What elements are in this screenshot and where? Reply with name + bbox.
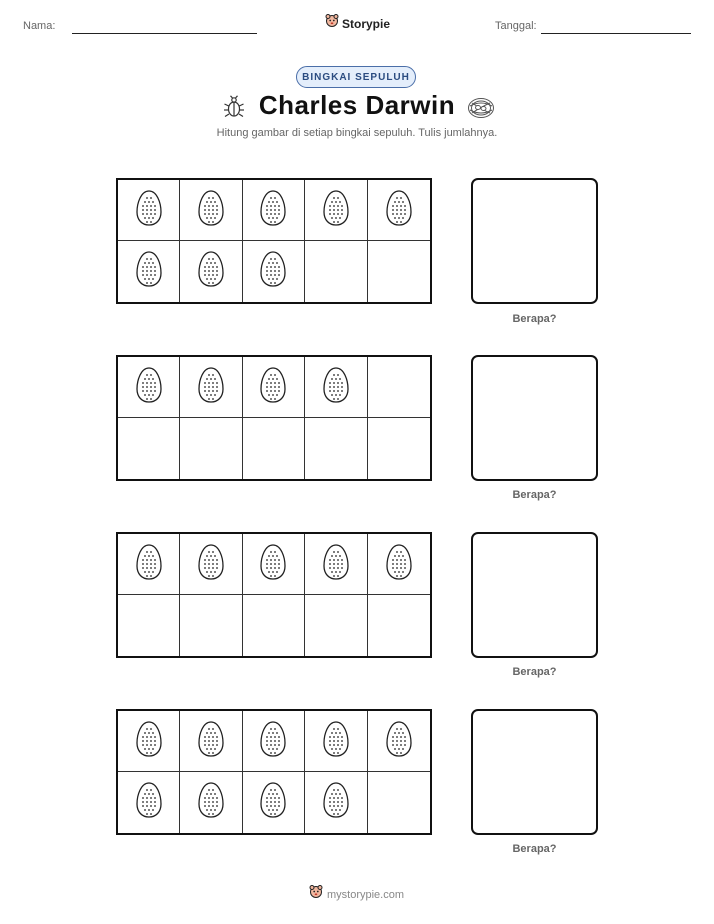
frame-cell xyxy=(243,418,305,479)
frame-cell xyxy=(368,534,430,595)
storypie-logo-icon xyxy=(325,13,339,34)
egg-icon xyxy=(197,366,225,409)
egg-icon xyxy=(135,250,163,293)
frame-cell xyxy=(118,357,180,418)
ten-frame xyxy=(116,532,432,658)
egg-icon xyxy=(197,250,225,293)
egg-icon xyxy=(135,543,163,586)
frame-cell xyxy=(118,711,180,772)
frame-cell xyxy=(243,711,305,772)
answer-box[interactable] xyxy=(471,709,598,835)
egg-icon xyxy=(135,720,163,763)
egg-icon xyxy=(322,189,350,232)
frame-cell xyxy=(180,241,242,302)
egg-icon xyxy=(259,250,287,293)
frame-cell xyxy=(368,180,430,241)
frame-cell xyxy=(180,534,242,595)
frame-cell xyxy=(243,534,305,595)
instructions: Hitung gambar di setiap bingkai sepuluh. Tulis jumlahnya. xyxy=(216,127,498,139)
egg-icon xyxy=(385,543,413,586)
egg-icon xyxy=(259,781,287,824)
frame-cell xyxy=(305,772,367,833)
egg-icon xyxy=(135,781,163,824)
storypie-logo-icon xyxy=(309,884,323,905)
date-line[interactable] xyxy=(541,33,691,34)
frame-cell xyxy=(243,180,305,241)
brand-name: Storypie xyxy=(342,16,391,31)
egg-icon xyxy=(385,720,413,763)
frame-cell xyxy=(368,241,430,302)
frame-cell xyxy=(305,357,367,418)
answer-prompt: Berapa? xyxy=(512,489,557,501)
egg-icon xyxy=(259,720,287,763)
frame-cell xyxy=(368,418,430,479)
egg-icon xyxy=(197,720,225,763)
frame-cell xyxy=(305,180,367,241)
answer-prompt: Berapa? xyxy=(512,843,557,855)
frame-cell xyxy=(180,772,242,833)
frame-cell xyxy=(118,241,180,302)
egg-icon xyxy=(322,366,350,409)
frame-cell xyxy=(118,180,180,241)
frame-cell xyxy=(243,772,305,833)
answer-box[interactable] xyxy=(471,178,598,304)
egg-icon xyxy=(197,189,225,232)
frame-cell xyxy=(118,772,180,833)
frame-cell xyxy=(243,595,305,656)
frame-cell xyxy=(118,418,180,479)
ten-frame xyxy=(116,178,432,304)
frame-cell xyxy=(305,534,367,595)
frame-cell xyxy=(368,711,430,772)
frame-cell xyxy=(180,357,242,418)
egg-icon xyxy=(197,781,225,824)
worksheet-type-badge: BINGKAI SEPULUH xyxy=(296,66,416,88)
ten-frame xyxy=(116,355,432,481)
answer-prompt: Berapa? xyxy=(512,666,557,678)
egg-icon xyxy=(197,543,225,586)
date-label: Tanggal: xyxy=(495,20,537,32)
frame-cell xyxy=(305,241,367,302)
frame-cell xyxy=(180,711,242,772)
frame-cell xyxy=(305,595,367,656)
frame-cell xyxy=(368,595,430,656)
frame-cell xyxy=(180,595,242,656)
egg-icon xyxy=(385,189,413,232)
brand xyxy=(325,13,390,34)
page-title: Charles Darwin xyxy=(258,90,456,120)
egg-icon xyxy=(259,189,287,232)
frame-cell xyxy=(118,534,180,595)
frame-cell xyxy=(305,418,367,479)
egg-icon xyxy=(322,781,350,824)
frame-cell xyxy=(243,357,305,418)
frame-cell xyxy=(180,180,242,241)
name-line[interactable] xyxy=(72,33,257,34)
egg-icon xyxy=(259,366,287,409)
answer-box[interactable] xyxy=(471,532,598,658)
answer-box[interactable] xyxy=(471,355,598,481)
answer-prompt: Berapa? xyxy=(512,313,557,325)
frame-cell xyxy=(305,711,367,772)
frame-cell xyxy=(368,772,430,833)
footer-url: mystorypie.com xyxy=(327,888,405,901)
egg-icon xyxy=(259,543,287,586)
footer xyxy=(309,884,404,905)
name-label: Nama: xyxy=(23,20,56,32)
frame-cell xyxy=(368,357,430,418)
egg-icon xyxy=(135,189,163,232)
frame-cell xyxy=(118,595,180,656)
bird-nest-icon xyxy=(467,95,495,124)
frame-cell xyxy=(180,418,242,479)
egg-icon xyxy=(135,366,163,409)
ten-frame xyxy=(116,709,432,835)
egg-icon xyxy=(322,720,350,763)
egg-icon xyxy=(322,543,350,586)
frame-cell xyxy=(243,241,305,302)
